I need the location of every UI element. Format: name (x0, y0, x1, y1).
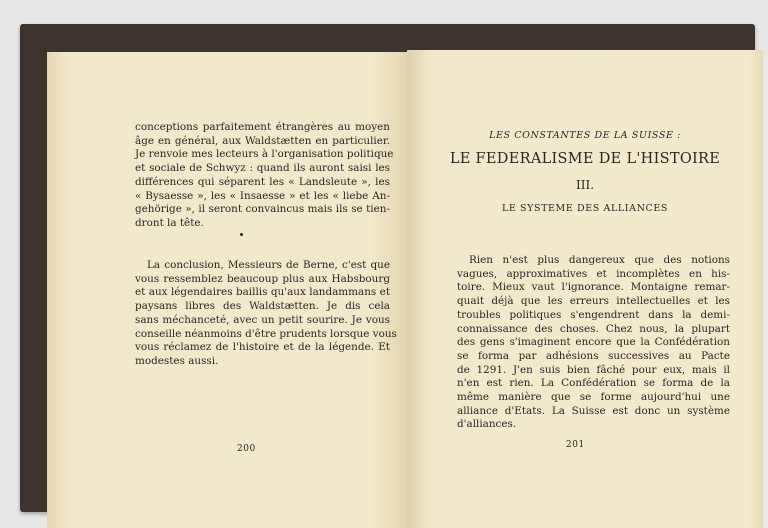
text-line: paysans libres des Waldstætten. Je dis cela (135, 300, 390, 313)
text-line: Rien n'est plus dangereux que des notions (469, 254, 730, 266)
page-number-left: 200 (237, 444, 256, 454)
right-page (407, 50, 763, 528)
text-line: conseille néanmoins d'être prudents lorsque vous (135, 327, 397, 340)
text-line: quait déjà que les erreurs intellectuelles et les (457, 295, 730, 308)
text-line: n'en est rien. La Confédération se forma de la (457, 377, 730, 390)
text-line: de 1291. J'en suis bien fâché pour eux, mais il (457, 363, 730, 376)
text-line: alliance d'Etats. La Suisse est donc un système (457, 404, 730, 417)
left-page (47, 52, 407, 528)
text-line: des gens s'imaginent encore que la Confédération (457, 336, 730, 349)
chapter-title: LE SYSTEME DES ALLIANCES (501, 203, 669, 214)
text-line: Je renvoie mes lecteurs à l'organisation politique (135, 148, 394, 161)
text-line: vagues, approximatives et incomplètes en his- (457, 267, 730, 280)
text-line: et sociale de Schwyz : quand ils auront saisi les (135, 162, 390, 175)
text-line: âge en général, aux Waldstætten en particulier. (135, 134, 390, 147)
text-line: gehörige », il seront convaincus mais ils se tien- (135, 203, 390, 216)
book (20, 24, 755, 512)
text-line: dront la tête. (135, 216, 204, 229)
text-line: La conclusion, Messieurs de Berne, c'est que (147, 259, 390, 271)
text-line: vous réclamez de l'histoire et de la légende. Et (135, 341, 390, 354)
text-line: et aux légendaires baillis qu'aux landammans et (135, 286, 390, 299)
page-number-right: 201 (566, 440, 585, 450)
text-line: même manière que se forme aujourd'hui une (457, 391, 730, 403)
text-line: « Bysaesse », les « Insaesse » et les « liebe An- (135, 189, 390, 202)
text-line: se forma par adhésions successives au Pacte (457, 349, 730, 362)
text-line: toire. Mieux vaut l'ignorance. Montaigne remar- (457, 281, 730, 294)
book-title: LE FEDERALISME DE L'HISTOIRE (449, 151, 721, 167)
text-line: sans méchanceté, avec un petit sourire. Je vous (135, 313, 390, 326)
text-line: d'alliances. (457, 418, 517, 431)
text-line: connaissance des choses. Chez nous, la plupart (457, 322, 730, 335)
chapter-number: III. (575, 178, 595, 192)
text-line: vous ressemblez beaucoup plus aux Habsbourg (135, 272, 390, 285)
text-line: différences qui séparent les « Landsleute », les (135, 175, 390, 188)
text-line: troubles politiques s'engendrent dans la demi- (457, 308, 730, 321)
running-head: LES CONSTANTES DE LA SUISSE : (489, 130, 681, 141)
separator-dot (240, 233, 243, 236)
text-line: conceptions parfaitement étrangères au moyen (135, 121, 390, 133)
text-line: modestes aussi. (135, 354, 219, 367)
